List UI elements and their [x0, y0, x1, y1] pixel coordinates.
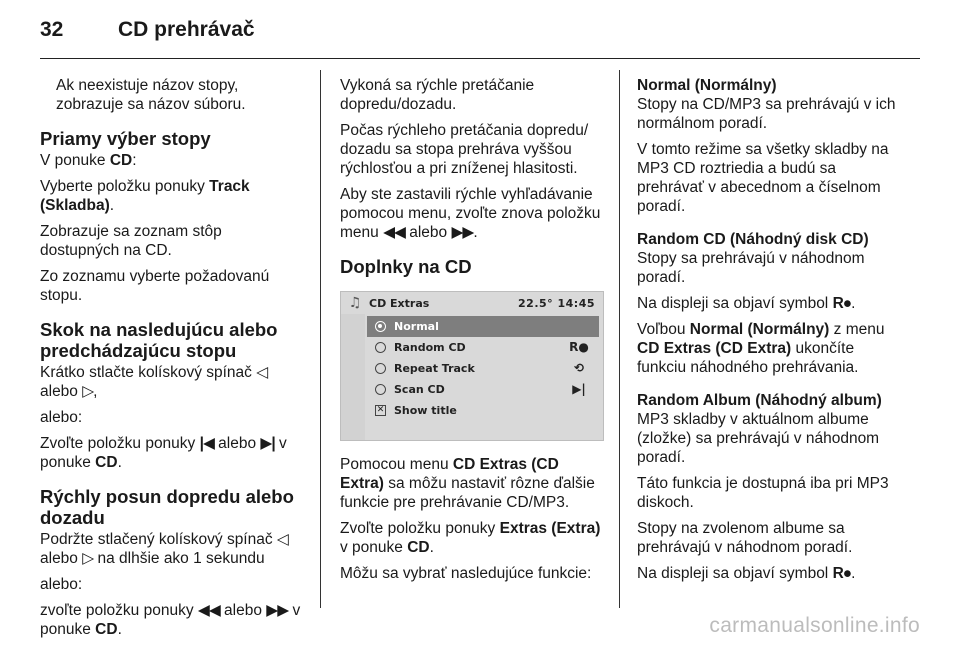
screen-side-panel [341, 314, 365, 440]
radio-icon [375, 342, 386, 353]
screen-status: 22.5° 14:45 [518, 296, 595, 310]
paragraph: Zo zoznamu vyberte požadovanú stopu. [40, 268, 270, 304]
paragraph: Stopy na CD/MP3 sa prehrávajú v ich normálnom poradí. [637, 96, 896, 132]
header-rule [40, 58, 920, 59]
rocker-right-icon: ▷ [82, 383, 94, 400]
random-icon: R● [569, 340, 589, 354]
section-heading-cd-extras: Doplnky na CD [340, 256, 472, 277]
paragraph: Táto funkcia je dostupná iba pri MP3 diskoch. [637, 475, 889, 511]
paragraph: Vyberte položku ponuky Track (Skladba). [40, 178, 250, 214]
subheading-random-album: Random Album (Náhodný album) [637, 392, 882, 409]
menu-item-scan-cd[interactable]: Scan CD ▶| [367, 379, 599, 400]
rocker-left-icon: ◁ [256, 364, 268, 381]
menu-item-repeat-track[interactable]: Repeat Track ⟲ [367, 358, 599, 379]
paragraph: Voľbou Normal (Normálny) z menu CD Extras (CD Extra) ukončíte funkciu náhodného prehrávania. [637, 321, 885, 376]
checkbox-checked-icon: ✕ [376, 405, 385, 415]
screen-title-bar [341, 292, 603, 314]
page-title: CD prehrávač [118, 18, 255, 41]
rewind-icon: ◀◀ [383, 224, 405, 241]
paragraph: Stopy na zvolenom albume sa prehrávajú v náhodnom poradí. [637, 520, 853, 556]
paragraph: Zvoľte položku ponuky Extras (Extra) v ponuke CD. [340, 520, 601, 556]
column-divider [320, 70, 321, 608]
paragraph: alebo: [40, 576, 83, 593]
intro-text: Ak neexistuje názov stopy, zobrazuje sa názov súboru. [56, 77, 246, 113]
screen-title: CD Extras [369, 296, 430, 310]
radio-selected-icon [375, 321, 386, 332]
paragraph: Krátko stlačte kolískový spínač ◁ alebo ▷, [40, 364, 268, 400]
random-icon: R● [832, 295, 852, 312]
paragraph: Stopy sa prehrávajú v náhodnom poradí. [637, 250, 865, 286]
paragraph: Na displeji sa objaví symbol R●. [637, 295, 856, 312]
rewind-icon: ◀◀ [197, 602, 220, 619]
previous-track-icon: |◀ [199, 435, 214, 452]
paragraph: alebo: [40, 409, 83, 426]
repeat-icon: ⟲ [573, 361, 585, 375]
screen-menu-list [367, 316, 599, 421]
paragraph: Na displeji sa objaví symbol R●. [637, 565, 856, 582]
paragraph: MP3 skladby v aktuálnom albume (zložke) sa prehrávajú v náhodnom poradí. [637, 411, 880, 466]
random-icon: R● [832, 565, 852, 582]
subheading-random-cd: Random CD (Náhodný disk CD) [637, 231, 869, 248]
paragraph: V ponuke CD: [40, 152, 137, 169]
radio-icon [375, 384, 386, 395]
rocker-right-icon: ▷ [82, 550, 94, 567]
column-divider [619, 70, 620, 608]
paragraph: Vykoná sa rýchle pretáčanie dopredu/dozadu. [340, 77, 535, 113]
paragraph: Podržte stlačený kolískový spínač ◁ alebo ▷ na dlhšie ako 1 sekundu [40, 531, 288, 567]
page-number: 32 [40, 18, 64, 41]
section-heading-skip-track: Skok na nasledujúcu alebo predchádzajúcu stopu [40, 319, 278, 361]
paragraph: Zobrazuje sa zoznam stôp dostupných na CD. [40, 223, 222, 259]
paragraph: Počas rýchleho pretáčania dopredu/ dozadu sa stopa prehráva vyššou rýchlosťou a pri zníženej hlasitosti. [340, 122, 589, 177]
paragraph: Môžu sa vybrať nasledujúce funkcie: [340, 565, 592, 582]
display-screenshot [340, 291, 604, 441]
next-track-icon: ▶| [260, 435, 275, 452]
fast-forward-icon: ▶▶ [266, 602, 289, 619]
watermark: carmanualsonline.info [709, 614, 920, 637]
paragraph: Zvoľte položku ponuky |◀ alebo ▶| v ponuke CD. [40, 435, 287, 471]
paragraph: Aby ste zastavili rýchle vyhľadávanie pomocou menu, zvoľte znova položku menu ◀◀ alebo ▶▶. [340, 186, 601, 241]
subheading-normal: Normal (Normálny) [637, 77, 777, 94]
column-middle [340, 76, 606, 590]
page-header [40, 18, 255, 48]
scan-icon: ▶| [572, 382, 586, 396]
paragraph: V tomto režime sa všetky skladby na MP3 CD roztriedia a budú sa prehrávať v abecednom a číselnom poradí. [637, 141, 889, 215]
radio-icon [375, 363, 386, 374]
menu-item-show-title[interactable]: ✕ Show title [376, 404, 457, 417]
menu-item-random-cd[interactable]: Random CD R● [367, 337, 599, 358]
fast-forward-icon: ▶▶ [451, 224, 474, 241]
column-right [637, 76, 905, 590]
menu-item-normal[interactable]: Normal [367, 316, 599, 337]
paragraph: Pomocou menu CD Extras (CD Extra) sa môžu nastaviť rôzne ďalšie funkcie pre prehrávanie CD/MP3. [340, 456, 595, 511]
column-left [40, 76, 302, 646]
rocker-left-icon: ◁ [276, 531, 288, 548]
section-heading-fast-forward: Rýchly posun dopredu alebo dozadu [40, 486, 294, 528]
section-heading-direct-track: Priamy výber stopy [40, 128, 211, 149]
paragraph: zvoľte položku ponuky ◀◀ alebo ▶▶ v ponuke CD. [40, 602, 301, 638]
music-note-icon: ♫ [348, 294, 362, 311]
